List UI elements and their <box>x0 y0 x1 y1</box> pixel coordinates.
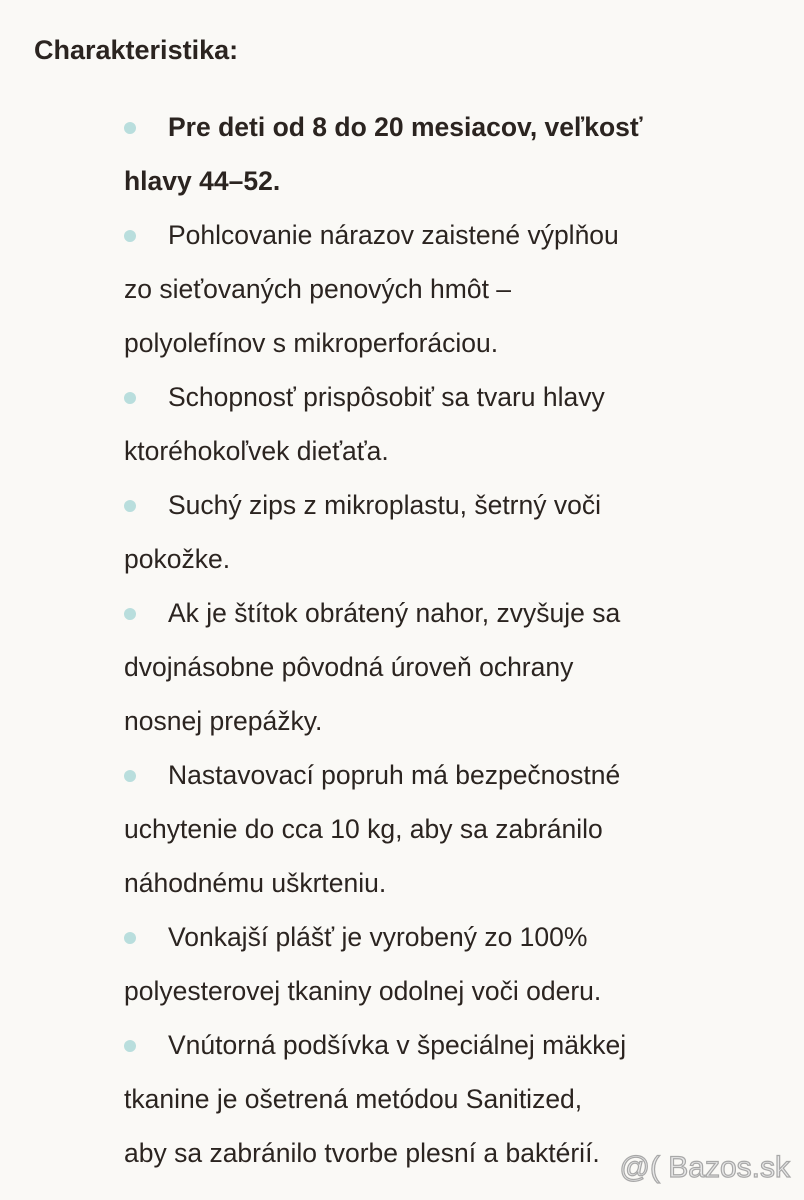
section-heading: Charakteristika: <box>34 35 239 65</box>
bazos-watermark: @( Bazos.sk <box>619 1151 790 1184</box>
list-item-line <box>124 154 643 208</box>
list-item-line <box>124 586 643 640</box>
list-item-line <box>124 748 643 802</box>
bullet-icon <box>124 608 136 620</box>
list-item <box>124 370 643 478</box>
list-item <box>124 1018 643 1180</box>
list-item-line <box>124 208 643 262</box>
list-item-text: Schopnosť prispôsobiť sa tvaru hlavy <box>168 382 605 412</box>
list-item-line <box>124 640 643 694</box>
list-item-line <box>124 1126 643 1180</box>
list-item-text: polyesterovej tkaniny odolnej voči oderu. <box>124 976 602 1006</box>
characteristics-list <box>124 100 643 1180</box>
list-item <box>124 100 643 208</box>
list-item-text: Ak je štítok obrátený nahor, zvyšuje sa <box>168 598 621 628</box>
list-item <box>124 208 643 370</box>
list-item-text: polyolefínov s mikroperforáciou. <box>124 328 499 358</box>
list-item-line <box>124 802 643 856</box>
bullet-icon <box>124 500 136 512</box>
bullet-icon <box>124 932 136 944</box>
bullet-icon <box>124 122 136 134</box>
list-item-line <box>124 100 643 154</box>
list-item-line <box>124 316 643 370</box>
list-item-text: dvojnásobne pôvodná úroveň ochrany <box>124 652 574 682</box>
list-item-line <box>124 370 643 424</box>
list-item <box>124 478 643 586</box>
list-item <box>124 910 643 1018</box>
list-item-text: Pohlcovanie nárazov zaistené výplňou <box>168 220 619 250</box>
bullet-icon <box>124 230 136 242</box>
list-item-text: nosnej prepážky. <box>124 706 323 736</box>
list-item-line <box>124 856 643 910</box>
list-item-line <box>124 694 643 748</box>
list-item-text: Nastavovací popruh má bezpečnostné <box>168 760 621 790</box>
list-item-line <box>124 910 643 964</box>
list-item-line <box>124 424 643 478</box>
list-item-text: uchytenie do cca 10 kg, aby sa zabránilo <box>124 814 603 844</box>
list-item-text: náhodnému uškrteniu. <box>124 868 387 898</box>
list-item-line <box>124 1018 643 1072</box>
list-item-text: zo sieťovaných penových hmôt – <box>124 274 512 304</box>
bullet-icon <box>124 392 136 404</box>
list-item-line <box>124 1072 643 1126</box>
list-item-text: Suchý zips z mikroplastu, šetrný voči <box>168 490 601 520</box>
list-item-text: pokožke. <box>124 544 231 574</box>
bullet-icon <box>124 1040 136 1052</box>
list-item-line <box>124 262 643 316</box>
list-item-text: ktoréhokoľvek dieťaťa. <box>124 436 389 466</box>
list-item-line <box>124 532 643 586</box>
list-item-text: Pre deti od 8 do 20 mesiacov, veľkosť <box>168 112 643 142</box>
list-item <box>124 586 643 748</box>
bullet-icon <box>124 770 136 782</box>
list-item-line <box>124 478 643 532</box>
list-item <box>124 748 643 910</box>
list-item-text: aby sa zabránilo tvorbe plesní a baktérií. <box>124 1138 600 1168</box>
list-item-text: hlavy 44–52. <box>124 166 281 196</box>
list-item-text: Vnútorná podšívka v špeciálnej mäkkej <box>168 1030 627 1060</box>
list-item-text: tkanine je ošetrená metódou Sanitized, <box>124 1084 583 1114</box>
list-item-text: Vonkajší plášť je vyrobený zo 100% <box>168 922 588 952</box>
list-item-line <box>124 964 643 1018</box>
